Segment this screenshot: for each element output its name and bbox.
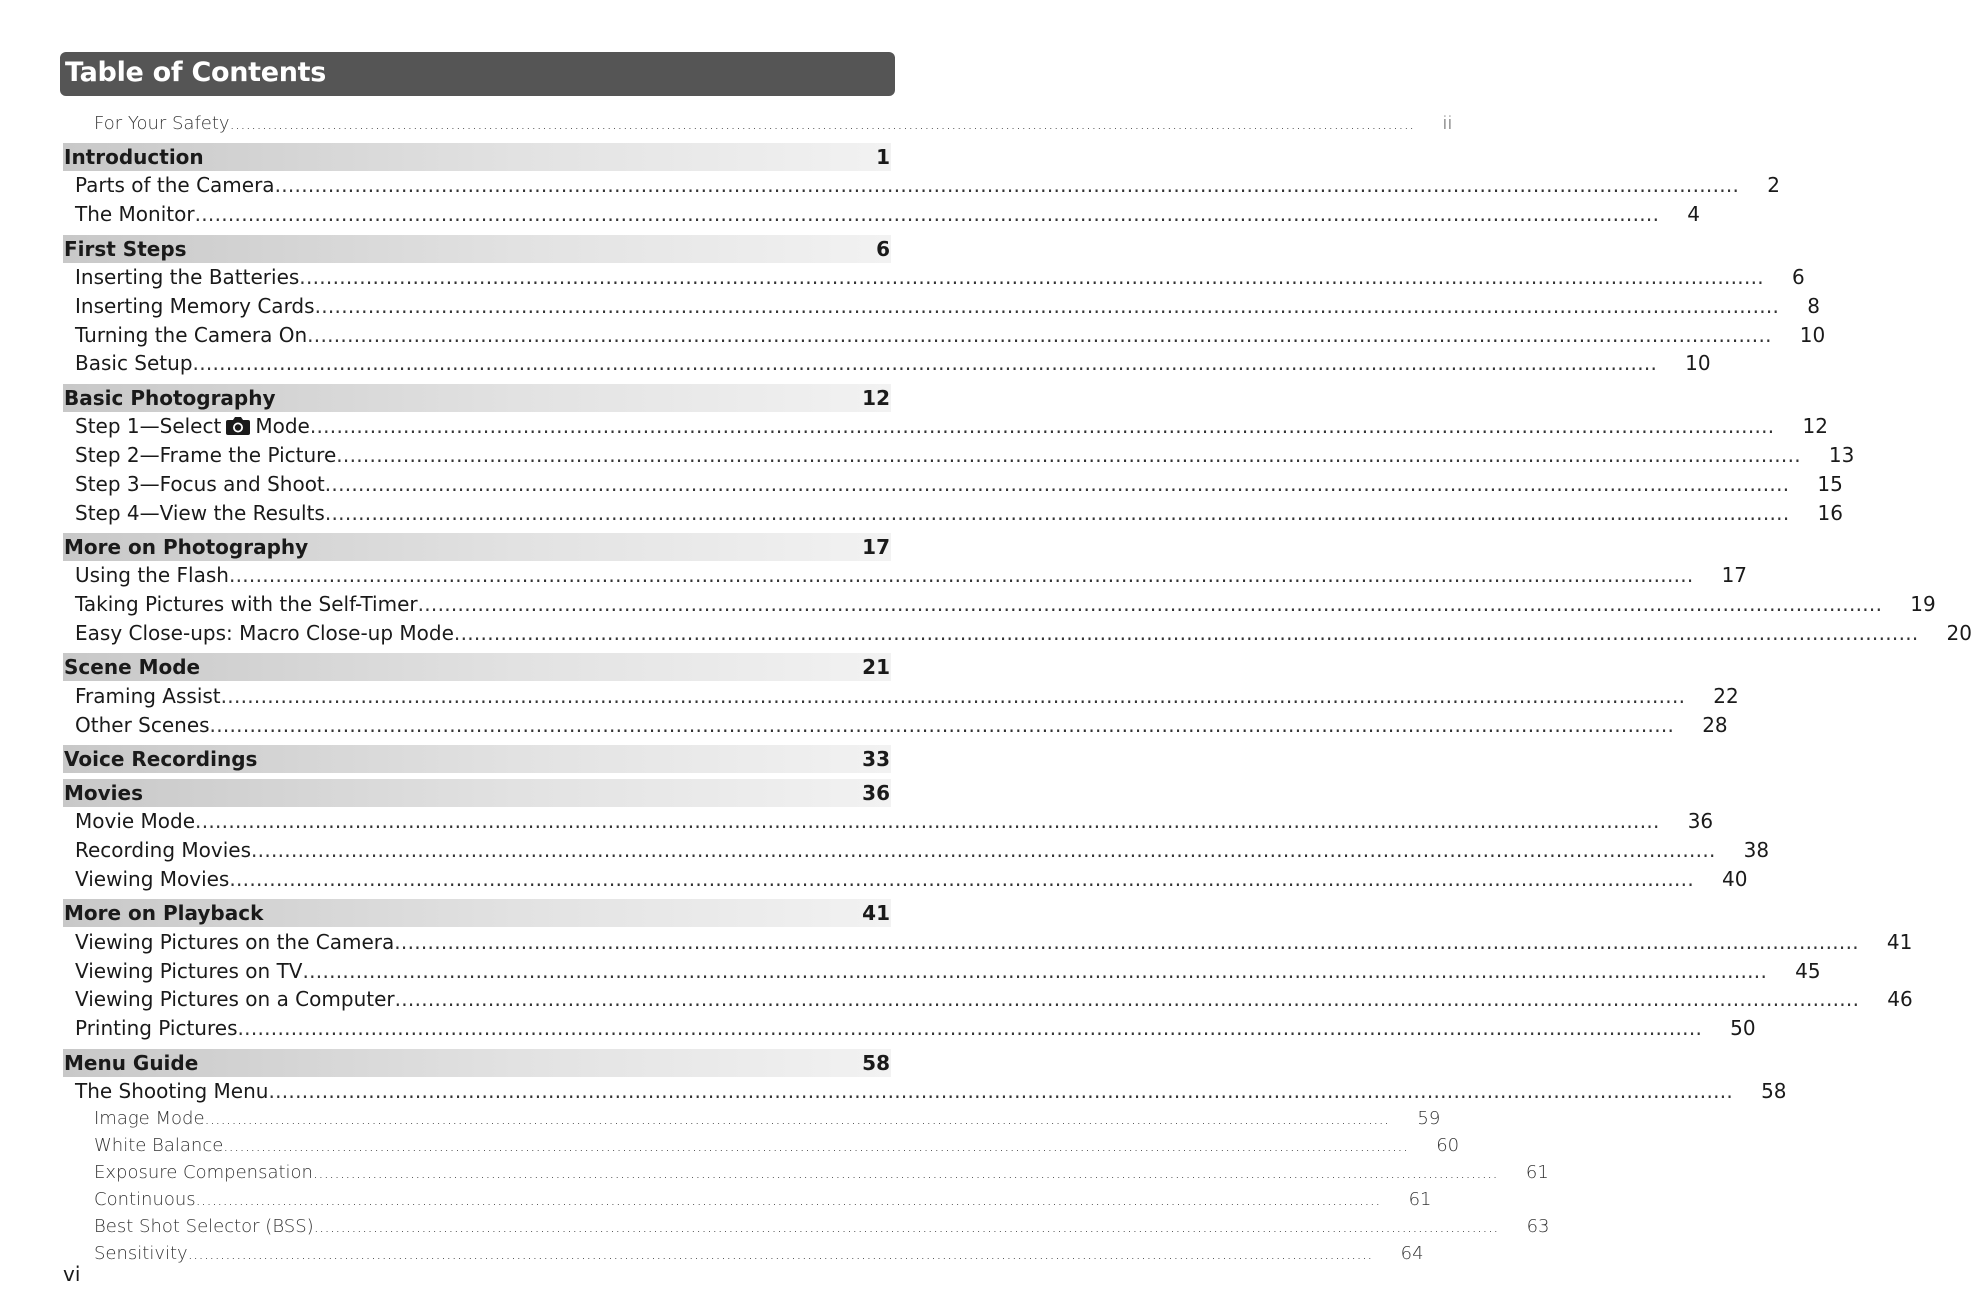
toc-entry-label: Step 3—Focus and Shoot bbox=[75, 471, 325, 496]
toc-entry-page: 8 bbox=[1807, 293, 1820, 318]
title-bar bbox=[60, 52, 895, 96]
toc-entry[interactable] bbox=[63, 985, 1913, 1014]
toc-entry-page: 17 bbox=[1721, 563, 1748, 588]
toc-entry[interactable] bbox=[63, 865, 1748, 894]
toc-entry-page: 15 bbox=[1817, 471, 1843, 496]
toc-entry-label: Turning the Camera On bbox=[75, 322, 308, 347]
toc-entry-page: 59 bbox=[1417, 1108, 1441, 1130]
toc-entry[interactable] bbox=[63, 200, 1700, 229]
toc-entry-label: Recording Movies bbox=[75, 838, 251, 863]
toc-section-page: 36 bbox=[862, 780, 890, 805]
toc-entry-safety-label: For Your Safety bbox=[94, 112, 230, 134]
toc-entry[interactable] bbox=[63, 590, 1936, 619]
dot-leader: ............................................................................................................................................................................................................................ bbox=[229, 113, 1415, 133]
toc-section-label: Voice Recordings bbox=[64, 746, 258, 771]
toc-entry[interactable] bbox=[63, 469, 1843, 498]
toc-entry[interactable] bbox=[63, 681, 1739, 710]
toc-entry-page: 4 bbox=[1687, 202, 1700, 227]
toc-section-label: More on Photography bbox=[64, 534, 309, 559]
toc-entry-page: 2 bbox=[1767, 173, 1780, 198]
toc-entry-label: Exposure Compensation bbox=[94, 1162, 313, 1184]
dot-leader: ............................................................................................................................................................................................................................ bbox=[312, 1163, 1498, 1183]
dot-leader: ............................................................................................................................................................................................................................ bbox=[299, 264, 1764, 289]
toc-entry-page: 45 bbox=[1795, 958, 1821, 983]
table-of-contents bbox=[63, 109, 1972, 1267]
toc-section[interactable] bbox=[63, 745, 891, 773]
toc-entry[interactable] bbox=[63, 1240, 1424, 1267]
toc-entry[interactable] bbox=[63, 1014, 1756, 1043]
toc-section[interactable] bbox=[63, 143, 891, 171]
dot-leader: ............................................................................................................................................................................................................................ bbox=[268, 1078, 1734, 1103]
toc-entry-label: Step 1—Select Mode bbox=[75, 414, 310, 439]
toc-entry-label: Inserting Memory Cards bbox=[75, 293, 315, 318]
dot-leader: ............................................................................................................................................................................................................................ bbox=[195, 809, 1660, 834]
toc-entry-page: 40 bbox=[1722, 866, 1748, 891]
dot-leader: ............................................................................................................................................................................................................................ bbox=[229, 866, 1694, 891]
toc-entry[interactable] bbox=[63, 956, 1821, 985]
toc-entry-page: 6 bbox=[1791, 264, 1805, 289]
toc-entry-label: White Balance bbox=[94, 1135, 224, 1157]
toc-section[interactable] bbox=[63, 235, 891, 263]
toc-entry-page: 12 bbox=[1802, 414, 1828, 439]
toc-entry-label: Easy Close-ups: Macro Close-up Mode bbox=[75, 620, 454, 645]
toc-section-label: Basic Photography bbox=[64, 385, 276, 410]
toc-entry[interactable] bbox=[63, 171, 1780, 200]
toc-entry[interactable] bbox=[63, 291, 1820, 320]
toc-entry[interactable] bbox=[63, 1159, 1549, 1186]
toc-entry-page: 10 bbox=[1799, 322, 1826, 347]
toc-entry-page: 64 bbox=[1400, 1243, 1424, 1265]
toc-section-page: 58 bbox=[862, 1050, 890, 1075]
dot-leader: ............................................................................................................................................................................................................................ bbox=[324, 500, 1790, 525]
dot-leader: ............................................................................................................................................................................................................................ bbox=[274, 173, 1740, 198]
toc-entry-page: 19 bbox=[1910, 592, 1936, 617]
toc-entry[interactable] bbox=[63, 1186, 1432, 1213]
toc-section-label: First Steps bbox=[64, 236, 187, 261]
toc-section[interactable] bbox=[63, 533, 891, 561]
toc-entry-label: Using the Flash bbox=[75, 563, 229, 588]
toc-entry-label: Viewing Pictures on TV bbox=[75, 958, 303, 983]
toc-entry-page: 41 bbox=[1886, 929, 1913, 954]
toc-entry-page: 16 bbox=[1817, 500, 1843, 525]
toc-entry-page: 28 bbox=[1702, 712, 1728, 737]
toc-entry-label: Printing Pictures bbox=[75, 1016, 238, 1041]
toc-entry[interactable] bbox=[63, 807, 1714, 836]
toc-section[interactable] bbox=[63, 653, 891, 681]
toc-entry-page: 60 bbox=[1436, 1135, 1460, 1157]
dot-leader: ............................................................................................................................................................................................................................ bbox=[187, 1244, 1373, 1264]
dot-leader: ............................................................................................................................................................................................................................ bbox=[195, 1190, 1381, 1210]
toc-entry[interactable] bbox=[63, 412, 1828, 441]
toc-entry[interactable] bbox=[63, 836, 1770, 865]
toc-entry[interactable] bbox=[63, 441, 1855, 470]
toc-entry-page: 38 bbox=[1743, 838, 1770, 863]
toc-entry-page: 10 bbox=[1685, 351, 1711, 376]
toc-entry[interactable] bbox=[63, 927, 1913, 956]
toc-entry-label: Movie Mode bbox=[75, 809, 196, 834]
toc-entry-page: 36 bbox=[1687, 809, 1714, 834]
toc-entry[interactable] bbox=[63, 1105, 1441, 1132]
toc-section-label: Menu Guide bbox=[64, 1050, 199, 1075]
toc-entry-page: 46 bbox=[1887, 987, 1913, 1012]
dot-leader: ............................................................................................................................................................................................................................ bbox=[204, 1109, 1390, 1129]
dot-leader: ............................................................................................................................................................................................................................ bbox=[220, 683, 1686, 708]
toc-entry-label: Taking Pictures with the Self-Timer bbox=[75, 592, 418, 617]
toc-entry-safety-page: ii bbox=[1442, 112, 1453, 134]
toc-entry[interactable] bbox=[63, 619, 1972, 648]
dot-leader: ............................................................................................................................................................................................................................ bbox=[192, 351, 1658, 376]
dot-leader: ............................................................................................................................................................................................................................ bbox=[302, 958, 1768, 983]
page-title: Table of Contents bbox=[65, 57, 327, 88]
toc-section[interactable] bbox=[63, 779, 891, 807]
toc-section-label: Introduction bbox=[64, 145, 204, 169]
dot-leader: ............................................................................................................................................................................................................................ bbox=[237, 1016, 1703, 1041]
page-number: vi bbox=[63, 1262, 81, 1286]
toc-entry-label: The Monitor bbox=[75, 202, 195, 227]
toc-entry-label: The Shooting Menu bbox=[75, 1078, 269, 1103]
toc-entry-page: 58 bbox=[1761, 1078, 1787, 1103]
toc-section-label: Scene Mode bbox=[64, 655, 201, 680]
toc-entry-label: Sensitivity bbox=[94, 1243, 188, 1265]
toc-entry[interactable] bbox=[63, 263, 1805, 292]
toc-entry-label: Basic Setup bbox=[75, 351, 193, 376]
toc-section[interactable] bbox=[63, 899, 891, 927]
dot-leader: ............................................................................................................................................................................................................................ bbox=[209, 712, 1675, 737]
dot-leader: ............................................................................................................................................................................................................................ bbox=[223, 1136, 1409, 1156]
dot-leader: ............................................................................................................................................................................................................................ bbox=[453, 620, 1919, 645]
toc-entry-page: 61 bbox=[1408, 1189, 1432, 1211]
toc-entry-label: Inserting the Batteries bbox=[75, 264, 300, 289]
toc-entry-label: Viewing Pictures on a Computer bbox=[75, 987, 395, 1012]
toc-entry-page: 22 bbox=[1713, 683, 1739, 708]
toc-section-page: 41 bbox=[862, 901, 890, 926]
toc-entry[interactable] bbox=[63, 349, 1711, 378]
toc-section-page: 6 bbox=[876, 236, 890, 261]
dot-leader: ............................................................................................................................................................................................................................ bbox=[336, 442, 1801, 467]
dot-leader: ............................................................................................................................................................................................................................ bbox=[228, 563, 1694, 588]
toc-section-label: More on Playback bbox=[64, 901, 264, 926]
toc-entry-label: Other Scenes bbox=[75, 712, 210, 737]
dot-leader: ............................................................................................................................................................................................................................ bbox=[394, 987, 1860, 1012]
toc-entry[interactable] bbox=[63, 320, 1826, 349]
toc-entry-safety[interactable] bbox=[63, 109, 1453, 137]
toc-entry[interactable] bbox=[63, 710, 1728, 739]
dot-leader: ............................................................................................................................................................................................................................ bbox=[417, 592, 1883, 617]
toc-entry-label: Viewing Movies bbox=[75, 866, 230, 891]
toc-section-page: 33 bbox=[862, 746, 890, 771]
dot-leader: ............................................................................................................................................................................................................................ bbox=[394, 929, 1859, 954]
toc-entry-label: Framing Assist bbox=[75, 683, 221, 708]
dot-leader: ............................................................................................................................................................................................................................ bbox=[314, 293, 1780, 318]
toc-section-page: 1 bbox=[876, 145, 890, 169]
toc-entry-page: 13 bbox=[1828, 442, 1855, 467]
toc-entry-label: Parts of the Camera bbox=[75, 173, 275, 198]
toc-section-label: Movies bbox=[64, 780, 144, 805]
dot-leader: ............................................................................................................................................................................................................................ bbox=[324, 471, 1790, 496]
toc-entry[interactable] bbox=[63, 561, 1748, 590]
toc-entry-label: Image Mode bbox=[94, 1108, 205, 1130]
toc-entry-page: 50 bbox=[1730, 1016, 1756, 1041]
toc-entry[interactable] bbox=[63, 1077, 1787, 1106]
toc-entry-label: Best Shot Selector (BSS) bbox=[94, 1216, 314, 1238]
dot-leader: ............................................................................................................................................................................................................................ bbox=[313, 1217, 1499, 1237]
toc-section[interactable] bbox=[63, 384, 891, 412]
toc-entry[interactable] bbox=[63, 1132, 1460, 1159]
toc-entry[interactable] bbox=[63, 1213, 1550, 1240]
dot-leader: ............................................................................................................................................................................................................................ bbox=[309, 414, 1775, 439]
dot-leader: ............................................................................................................................................................................................................................ bbox=[251, 838, 1716, 863]
toc-entry[interactable] bbox=[63, 498, 1843, 527]
toc-section-page: 21 bbox=[862, 655, 890, 680]
dot-leader: ............................................................................................................................................................................................................................ bbox=[307, 322, 1772, 347]
toc-entry-label: Continuous bbox=[94, 1189, 196, 1211]
toc-entry-page: 61 bbox=[1525, 1162, 1549, 1184]
toc-entry-page: 63 bbox=[1526, 1216, 1550, 1238]
toc-entry-page: 20 bbox=[1946, 620, 1972, 645]
dot-leader: ............................................................................................................................................................................................................................ bbox=[194, 202, 1660, 227]
toc-entry-label: Viewing Pictures on the Camera bbox=[75, 929, 395, 954]
toc-section[interactable] bbox=[63, 1049, 891, 1077]
toc-entry-label: Step 4—View the Results bbox=[75, 500, 325, 525]
toc-section-page: 12 bbox=[862, 385, 890, 410]
toc-section-page: 17 bbox=[862, 534, 890, 559]
camera-icon bbox=[225, 416, 251, 436]
toc-entry-label: Step 2—Frame the Picture bbox=[75, 442, 337, 467]
